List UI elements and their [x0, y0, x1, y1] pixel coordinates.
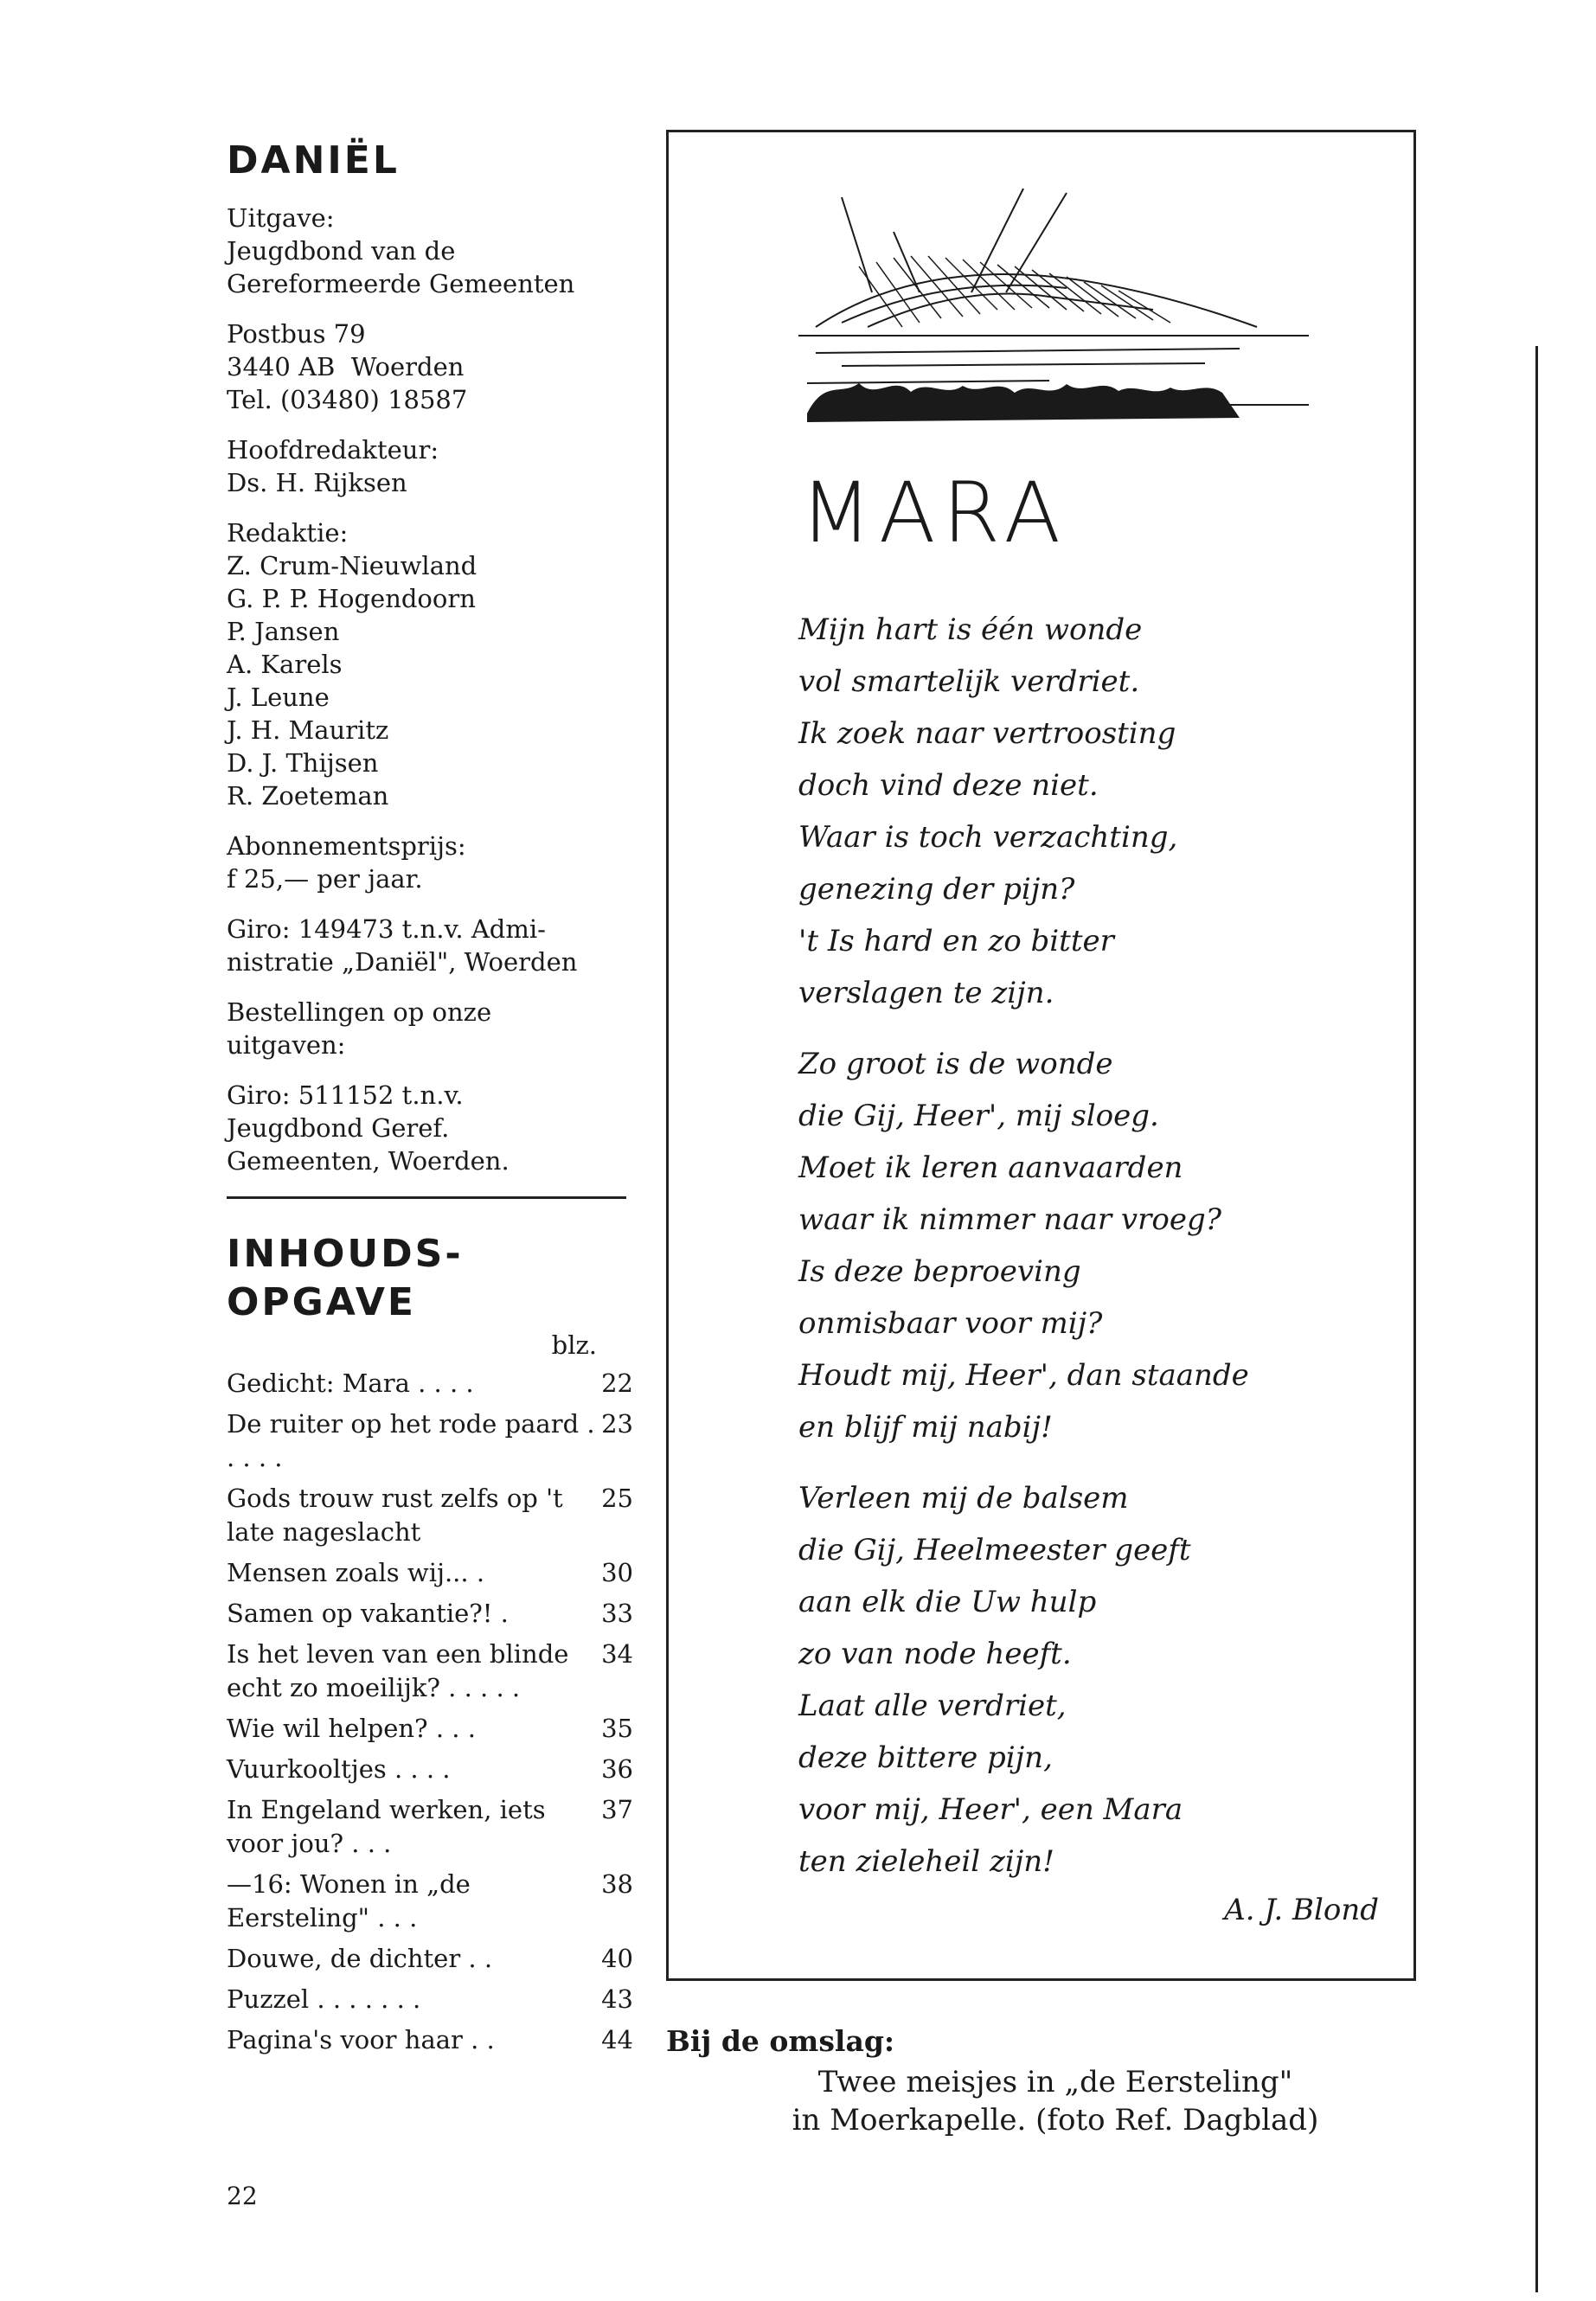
poem-line: waar ik nimmer naar vroeg? [798, 1202, 1221, 1237]
contents-entry-page: 37 [601, 1795, 633, 1824]
masthead: DANIËL [227, 138, 400, 183]
publisher-block [227, 202, 633, 300]
poem-line: Houdt mij, Heer', dan staande [798, 1358, 1249, 1393]
page-number: 22 [227, 2182, 258, 2210]
subscription-label: Abonnementsprijs: [227, 831, 466, 861]
contents-entry-page: 35 [601, 1714, 633, 1743]
cover-caption [666, 2063, 1427, 2139]
poem-line: Ik zoek naar vertroosting [798, 716, 1176, 751]
poem-line: doch vind deze niet. [798, 768, 1099, 803]
contents-entry [227, 1983, 633, 2016]
contents-entry [227, 1712, 633, 1746]
section-divider [227, 1196, 626, 1199]
publisher-label: Uitgave: [227, 203, 335, 233]
poem-line: Is deze beproeving [798, 1254, 1081, 1289]
poem-line: 't Is hard en zo bitter [798, 924, 1114, 958]
poem-line: vol smartelijk verdriet. [798, 664, 1140, 699]
contents-entry-page: 43 [601, 1984, 633, 2014]
editorial-member: J. H. Mauritz [227, 715, 389, 745]
landscape-illustration [790, 180, 1317, 439]
contents-entry [227, 1942, 633, 1976]
publisher-line: Gereformeerde Gemeenten [227, 269, 575, 298]
editorial-member: G. P. P. Hogendoorn [227, 584, 476, 613]
giro-admin-line: nistratie „Daniël", Woerden [227, 947, 578, 977]
poem-author: A. J. Blond [1224, 1893, 1379, 1927]
contents-entry [227, 2023, 633, 2057]
contents-entry-title: Gedicht: Mara . . . . [227, 1368, 474, 1398]
poem-line: onmisbaar voor mij? [798, 1306, 1103, 1341]
orders-line: Bestellingen op onze [227, 997, 492, 1027]
contents-entry-title: Gods trouw rust zelfs op 't late nageslacht [227, 1484, 563, 1547]
poem-line: verslagen te zijn. [798, 976, 1054, 1010]
editorial-block [227, 516, 633, 812]
poem-line: Waar is toch verzachting, [798, 820, 1178, 855]
address-line: Postbus 79 [227, 319, 366, 349]
poem-line: die Gij, Heer', mij sloeg. [798, 1099, 1159, 1133]
contents-entry [227, 1556, 633, 1590]
contents-page-header: blz. [551, 1330, 597, 1360]
cover-caption-line: in Moerkapelle. (foto Ref. Dagblad) [792, 2103, 1319, 2138]
cover-label: Bij de omslag: [666, 2024, 895, 2058]
contents-entry-title: —16: Wonen in „de Eersteling" . . . [227, 1869, 471, 1932]
poem-stanza [798, 604, 1249, 1019]
contents-entry [227, 1367, 633, 1400]
editorial-label: Redaktie: [227, 518, 349, 548]
editor-name: Ds. H. Rijksen [227, 468, 407, 497]
editorial-member: P. Jansen [227, 617, 340, 646]
contents-entry [227, 1638, 633, 1705]
editorial-member: D. J. Thijsen [227, 748, 379, 778]
poem-line: deze bittere pijn, [798, 1740, 1053, 1775]
giro-orders-line: Gemeenten, Woerden. [227, 1146, 510, 1176]
giro-admin-line: Giro: 149473 t.n.v. Admi- [227, 914, 546, 944]
contents-entry-title: De ruiter op het rode paard . . . . . [227, 1409, 595, 1472]
address-block [227, 317, 633, 416]
contents-entry-title: Mensen zoals wij... . [227, 1558, 485, 1587]
poem-line: voor mij, Heer', een Mara [798, 1792, 1183, 1827]
contents-entry-title: Samen op vakantie?! . [227, 1599, 509, 1628]
poem-line: en blijf mij nabij! [798, 1410, 1053, 1445]
orders-line: uitgaven: [227, 1030, 346, 1060]
editorial-member: Z. Crum-Nieuwland [227, 551, 478, 580]
contents-entry [227, 1868, 633, 1935]
contents-entry-page: 44 [601, 2025, 633, 2054]
contents-entry-page: 33 [601, 1599, 633, 1628]
poem-line: Verleen mij de balsem [798, 1481, 1129, 1516]
subscription-block [227, 830, 633, 895]
giro-orders-line: Jeugdbond Geref. [227, 1113, 450, 1143]
contents-entry-title: Is het leven van een blinde echt zo moeilijk? . . . . . [227, 1639, 569, 1702]
poem-title: MARA [800, 465, 1067, 561]
contents-list [227, 1367, 633, 2057]
poem-stanza [798, 1038, 1249, 1453]
cover-caption-line: Twee meisjes in „de Eersteling" [817, 2065, 1293, 2099]
poem-line: zo van node heeft. [798, 1637, 1072, 1671]
giro-orders-block [227, 1079, 633, 1177]
poem-line: Zo groot is de wonde [798, 1047, 1113, 1081]
contents-entry-title: Puzzel . . . . . . . [227, 1984, 421, 2014]
publisher-line: Jeugdbond van de [227, 236, 456, 266]
contents-entry-page: 38 [601, 1869, 633, 1899]
contents-entry-title: Vuurkooltjes . . . . [227, 1754, 451, 1784]
contents-title-line: OPGAVE [227, 1280, 416, 1324]
contents-entry-title: In Engeland werken, iets voor jou? . . . [227, 1795, 546, 1858]
contents-entry-page: 34 [601, 1639, 633, 1669]
poem-line: die Gij, Heelmeester geeft [798, 1533, 1191, 1567]
editor-block [227, 433, 633, 499]
contents-entry [227, 1597, 633, 1631]
colophon-column [227, 138, 633, 2057]
editorial-member: J. Leune [227, 683, 330, 712]
contents-entry-page: 22 [601, 1368, 633, 1398]
poem-line: genezing der pijn? [798, 872, 1075, 907]
orders-block [227, 996, 633, 1061]
contents-title [227, 1230, 633, 1327]
poem-line: Moet ik leren aanvaarden [798, 1150, 1183, 1185]
poem-line: Mijn hart is één wonde [798, 612, 1143, 647]
address-line: 3440 AB Woerden [227, 352, 465, 381]
address-line: Tel. (03480) 18587 [227, 385, 468, 414]
page-edge-rule [1535, 346, 1538, 2292]
giro-orders-line: Giro: 511152 t.n.v. [227, 1080, 464, 1110]
editorial-member: R. Zoeteman [227, 781, 389, 811]
poem-body [798, 604, 1249, 1907]
contents-entry-page: 25 [601, 1484, 633, 1513]
contents-entry [227, 1407, 633, 1475]
contents-entry-title: Wie wil helpen? . . . [227, 1714, 476, 1743]
poem-box [666, 130, 1416, 1981]
editor-label: Hoofdredakteur: [227, 435, 439, 465]
contents-entry-title: Douwe, de dichter . . [227, 1944, 493, 1973]
subscription-value: f 25,— per jaar. [227, 864, 423, 894]
giro-admin-block [227, 913, 633, 978]
poem-stanza [798, 1472, 1249, 1888]
contents-title-line: INHOUDS- [227, 1232, 464, 1276]
cover-note [666, 2024, 1427, 2139]
poem-line: ten zieleheil zijn! [798, 1844, 1054, 1879]
poem-line: aan elk die Uw hulp [798, 1585, 1097, 1619]
contents-entry-page: 40 [601, 1944, 633, 1973]
poem-line: Laat alle verdriet, [798, 1689, 1067, 1723]
editorial-member: A. Karels [227, 650, 343, 679]
contents-entry-title: Pagina's voor haar . . [227, 2025, 495, 2054]
contents-entry-page: 36 [601, 1754, 633, 1784]
contents-entry [227, 1482, 633, 1549]
contents-entry-page: 23 [601, 1409, 633, 1439]
contents-entry [227, 1793, 633, 1861]
contents-entry-page: 30 [601, 1558, 633, 1587]
contents-entry [227, 1753, 633, 1786]
